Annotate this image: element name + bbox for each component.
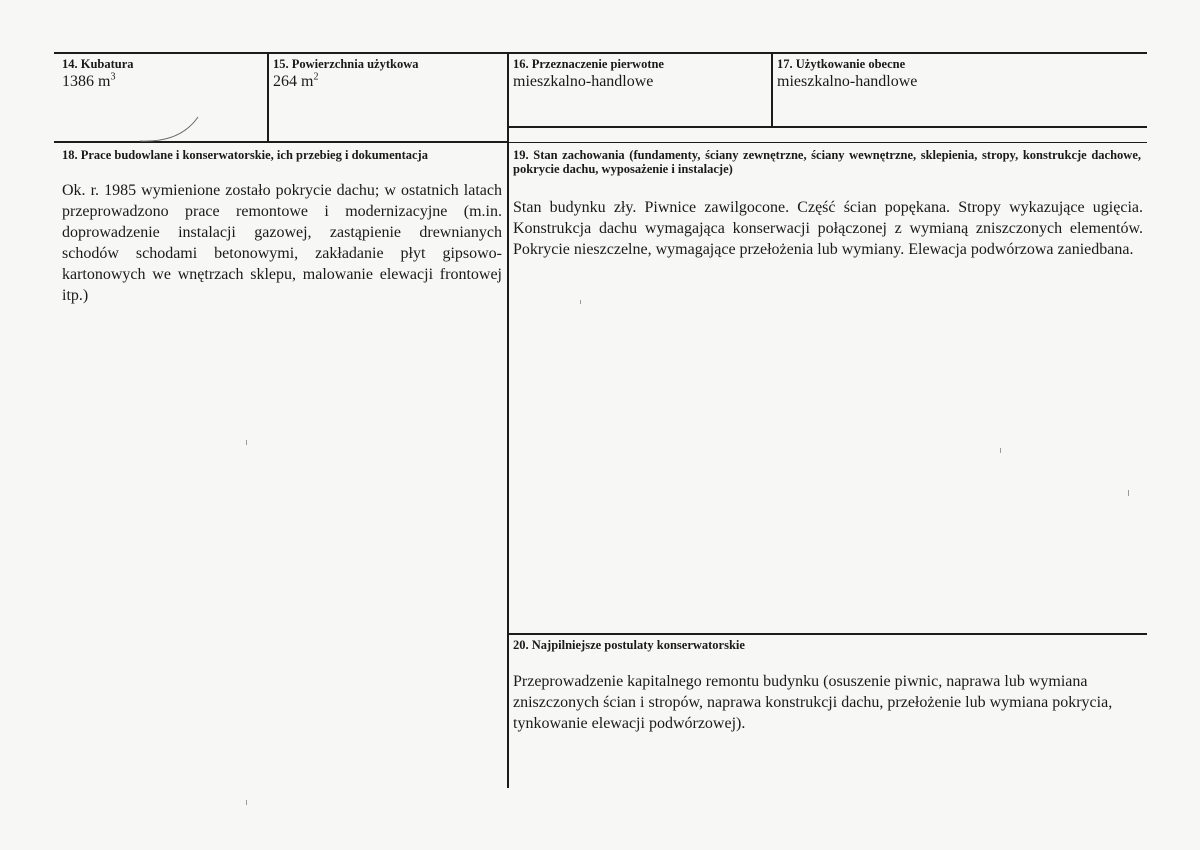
field-18-title: 18. Prace budowlane i konserwatorskie, ich przebieg i dokumentacja (62, 148, 428, 162)
field-14-title: 14. Kubatura (62, 57, 134, 71)
divider-16-17 (771, 53, 773, 127)
pen-stroke-mark (140, 115, 210, 150)
field-19-text: Stan budynku zły. Piwnice zawilgocone. Część ścian popękana. Stropy wykazujące ugięcia. Konstrukcja dachu wymagająca konserwacji połączonej z wymianą zniszczonych elementów. Pokrycie nieszczelne, wymagające przełożenia lub wymiany. Elewacja podwórzowa zaniedbana. (513, 199, 1143, 258)
field-14-exponent: 3 (110, 71, 116, 83)
scan-speck (246, 440, 247, 445)
scan-speck (1128, 490, 1129, 496)
row-line-right (507, 126, 1147, 128)
field-15-value (273, 72, 318, 92)
field-14-number: 1386 m (62, 73, 111, 90)
field-20-title: 20. Najpilniejsze postulaty konserwatorskie (513, 638, 745, 652)
divider-14-15 (267, 53, 269, 142)
field-18-text: Ok. r. 1985 wymienione zostało pokrycie dachu; w ostatnich latach przeprowadzono prace remontowe i modernizacyjne (m.in. doprowadzenie instalacji gazowej, zastąpienie drewnianych schodów schodami betonowymi, zakładanie płyt gipsowo-kartonowych we wnętrzach sklepu, malowanie elewacji frontowej itp.) (62, 182, 502, 304)
field-20-text: Przeprowadzenie kapitalnego remontu budynku (osuszenie piwnic, naprawa lub wymiana zniszczonych ścian i stropów, naprawa konstrukcji dachu, przełożenie lub wymiana pokrycia, tynkowanie elewacji podwórzowej). (513, 673, 1113, 732)
field-16-title: 16. Przeznaczenie pierwotne (513, 57, 664, 71)
field-17-title: 17. Użytkowanie obecne (777, 57, 906, 71)
row-line-20-top (507, 633, 1147, 635)
row-line-19-top (507, 142, 1147, 143)
field-14-value (62, 72, 115, 92)
row-line-left (54, 141, 508, 143)
field-19-title: 19. Stan zachowania (fundamenty, ściany zewnętrzne, ściany wewnętrzne, sklepienia, stropy, konstrukcje dachowe, pokrycie dachu, wyposażenie i instalacje) (513, 148, 1141, 176)
field-15-exponent: 2 (313, 71, 319, 83)
field-17-value: mieszkalno-handlowe (777, 73, 918, 90)
field-15-title: 15. Powierzchnia użytkowa (273, 57, 419, 71)
scan-speck (1000, 448, 1001, 453)
divider-15-16 (507, 53, 509, 788)
scan-speck (580, 300, 581, 304)
top-border-line (54, 52, 1147, 54)
field-16-value: mieszkalno-handlowe (513, 73, 654, 90)
field-15-number: 264 m (273, 73, 314, 90)
scan-speck (246, 800, 247, 805)
